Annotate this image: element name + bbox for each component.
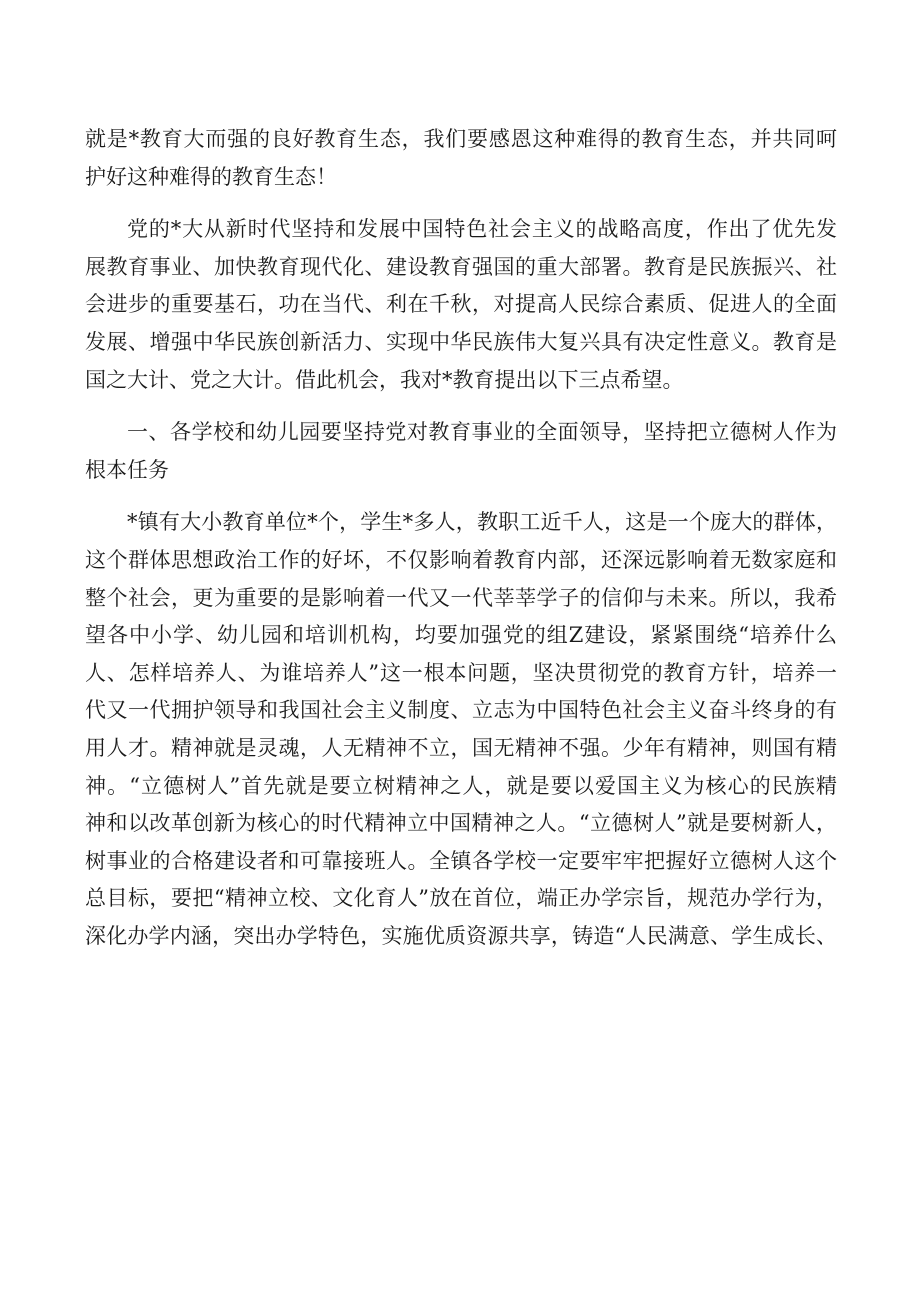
text-line: 代又一代拥护领导和我国社会主义制度、立志为中国特色社会主义奋斗终身的有 — [85, 698, 837, 723]
text-line: 发展、增强中华民族创新活力、实现中华民族伟大复兴具有决定性意义。教育是 — [85, 329, 837, 354]
text-line: 党的*大从新时代坚持和发展中国特色社会主义的战略高度，作出了优先发 — [127, 217, 837, 242]
text-line: 树事业的合格建设者和可靠接班人。全镇各学校一定要牢牢把握好立德树人这个 — [85, 848, 837, 873]
text-line: 一、各学校和幼儿园要坚持党对教育事业的全面领导，坚持把立德树人作为 — [127, 420, 837, 445]
paragraph-spacing — [85, 196, 837, 211]
section-heading-one — [85, 414, 837, 489]
text-line: 护好这种难得的教育生态！ — [85, 164, 337, 189]
document-body — [85, 121, 837, 955]
text-line: 望各中小学、幼儿园和培训机构，均要加强党的组Z建设，紧紧围绕“培养什么 — [85, 623, 837, 648]
text-line: 会进步的重要基石，功在当代、利在千秋，对提高人民综合素质、促进人的全面 — [85, 292, 837, 317]
text-line: 就是*教育大而强的良好教育生态，我们要感恩这种难得的教育生态，并共同呵 — [85, 127, 837, 151]
text-line: *镇有大小教育单位*个，学生*多人，教职工近千人，这是一个庞大的群体， — [127, 510, 837, 535]
text-line: 总目标，要把“精神立校、文化育人”放在首位，端正办学宗旨，规范办学行为， — [85, 886, 837, 911]
paragraph-spacing — [85, 489, 837, 504]
text-line: 整个社会，更为重要的是影响着一代又一代莘莘学子的信仰与未来。所以，我希 — [85, 585, 837, 610]
text-line: 展教育事业、加快教育现代化、建设教育强国的重大部署。教育是民族振兴、社 — [85, 254, 837, 279]
text-line: 国之大计、党之大计。借此机会，我对*教育提出以下三点希望。 — [85, 367, 684, 392]
text-line: 这个群体思想政治工作的好坏，不仅影响着教育内部，还深远影响着无数家庭和 — [85, 547, 837, 572]
text-line: 用人才。精神就是灵魂，人无精神不立，国无精神不强。少年有精神，则国有精 — [85, 735, 837, 760]
text-line: 神。“立德树人”首先就是要立树精神之人，就是要以爱国主义为核心的民族精 — [85, 773, 837, 798]
paragraph-continuation — [85, 121, 837, 196]
paragraph-education-strategy — [85, 211, 837, 399]
text-line: 人、怎样培养人、为谁培养人”这一根本问题，坚决贯彻党的教育方针，培养一 — [85, 660, 837, 685]
text-line: 深化办学内涵，突出办学特色，实施优质资源共享，铸造“人民满意、学生成长、 — [85, 923, 837, 948]
paragraph-spacing — [85, 399, 837, 414]
text-line: 神和以改革创新为核心的时代精神立中国精神之人。“立德树人”就是要树新人， — [85, 811, 837, 836]
text-line: 根本任务 — [85, 457, 169, 482]
paragraph-moral-education — [85, 504, 837, 955]
